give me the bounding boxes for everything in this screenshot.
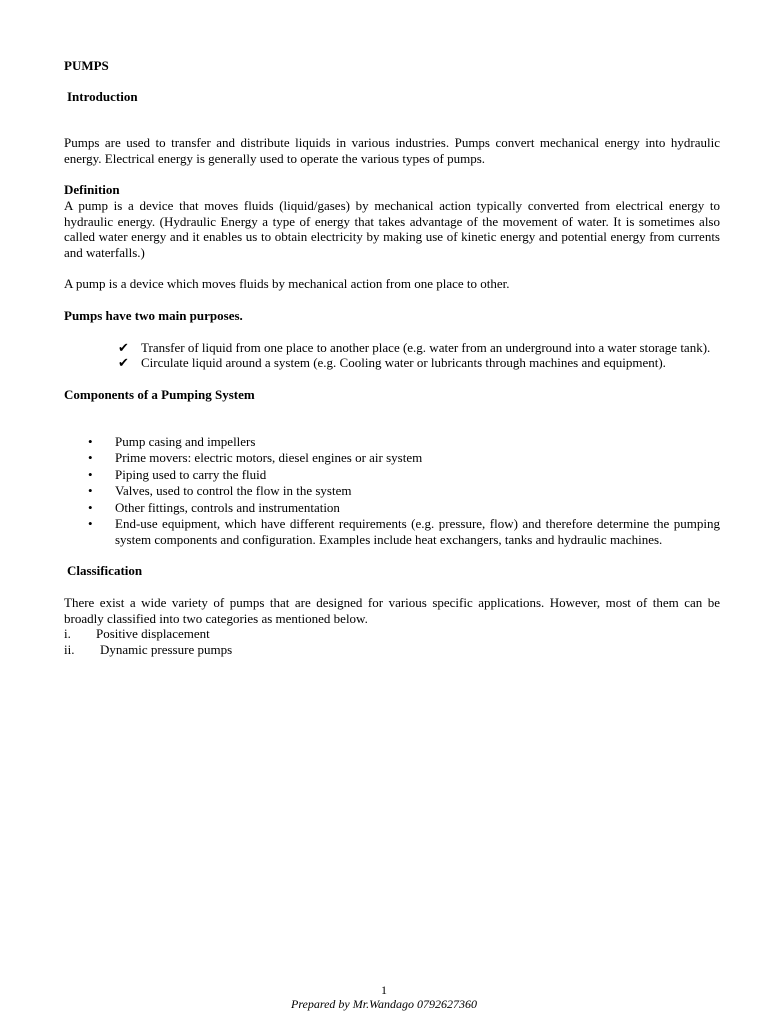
- list-item: [118, 355, 720, 371]
- bullet-icon: •: [88, 483, 93, 498]
- component-text: Prime movers: electric motors, diesel engines or air system: [115, 450, 423, 465]
- checkmark-icon: ✔: [118, 339, 129, 355]
- page-number: 1: [381, 983, 387, 997]
- component-text: End-use equipment, which have different requirements (e.g. pressure, flow) and therefore determine the pumping system components and configuration. Examples include heat exchangers, tanks and hydraulic machines.: [115, 516, 720, 547]
- purposes-list: [64, 340, 720, 371]
- bullet-icon: •: [88, 450, 93, 465]
- components-list: [64, 434, 720, 548]
- classification-item-text: Dynamic pressure pumps: [100, 641, 233, 657]
- document-title: PUMPS: [64, 58, 109, 73]
- component-text: Piping used to carry the fluid: [115, 466, 267, 482]
- list-number: ii.: [64, 641, 75, 657]
- definition-heading: Definition: [64, 182, 120, 197]
- classification-item-text: Positive displacement: [96, 626, 210, 641]
- list-item: [88, 467, 720, 484]
- definition-text: A pump is a device that moves fluids (liquid/gases) by mechanical action typically converted from electrical energy to hydraulic energy. (Hydraulic Energy a type of energy that takes advantage of the movement of water. It is sometimes also called water energy and it enables us to obtain electricity by making use of kinetic energy and potential energy from currents and waterfalls.): [64, 198, 720, 260]
- document-page: [64, 58, 720, 657]
- introduction-heading: Introduction: [67, 89, 138, 104]
- bullet-icon: •: [88, 516, 93, 531]
- list-item: [88, 450, 720, 467]
- classification-text: There exist a wide variety of pumps that are designed for various specific applications. However, most of them can be broadly classified into two categories as mentioned below.: [64, 595, 720, 626]
- footer-prepared-by: Prepared by Mr.Wandago 0792627360: [291, 997, 477, 1011]
- component-text: Other fittings, controls and instrumentation: [115, 499, 340, 515]
- introduction-text: Pumps are used to transfer and distribute liquids in various industries. Pumps convert mechanical energy into hydraulic energy. Electrical energy is generally used to operate the various types of pumps.: [64, 135, 720, 166]
- checkmark-icon: ✔: [118, 355, 129, 370]
- classification-list: [64, 626, 720, 657]
- components-heading: Components of a Pumping System: [64, 386, 255, 402]
- list-number: i.: [64, 626, 71, 641]
- classification-heading: Classification: [67, 563, 143, 578]
- list-item: [64, 626, 720, 642]
- list-item: [88, 483, 720, 500]
- purpose-text: Transfer of liquid from one place to another place (e.g. water from an underground into a water storage tank).: [141, 339, 711, 355]
- list-item: [64, 642, 720, 658]
- component-text: Valves, used to control the flow in the system: [115, 483, 352, 498]
- bullet-icon: •: [88, 466, 93, 482]
- purpose-text: Circulate liquid around a system (e.g. Cooling water or lubricants through machines and equipment).: [141, 355, 666, 370]
- bullet-icon: •: [88, 433, 93, 449]
- list-item: [88, 516, 720, 547]
- purposes-heading: Pumps have two main purposes.: [64, 307, 243, 323]
- list-item: [88, 434, 720, 451]
- definition-text-short: A pump is a device which moves fluids by mechanical action from one place to other.: [64, 276, 510, 291]
- bullet-icon: •: [88, 499, 93, 515]
- list-item: [118, 340, 720, 356]
- component-text: Pump casing and impellers: [115, 433, 256, 449]
- list-item: [88, 500, 720, 517]
